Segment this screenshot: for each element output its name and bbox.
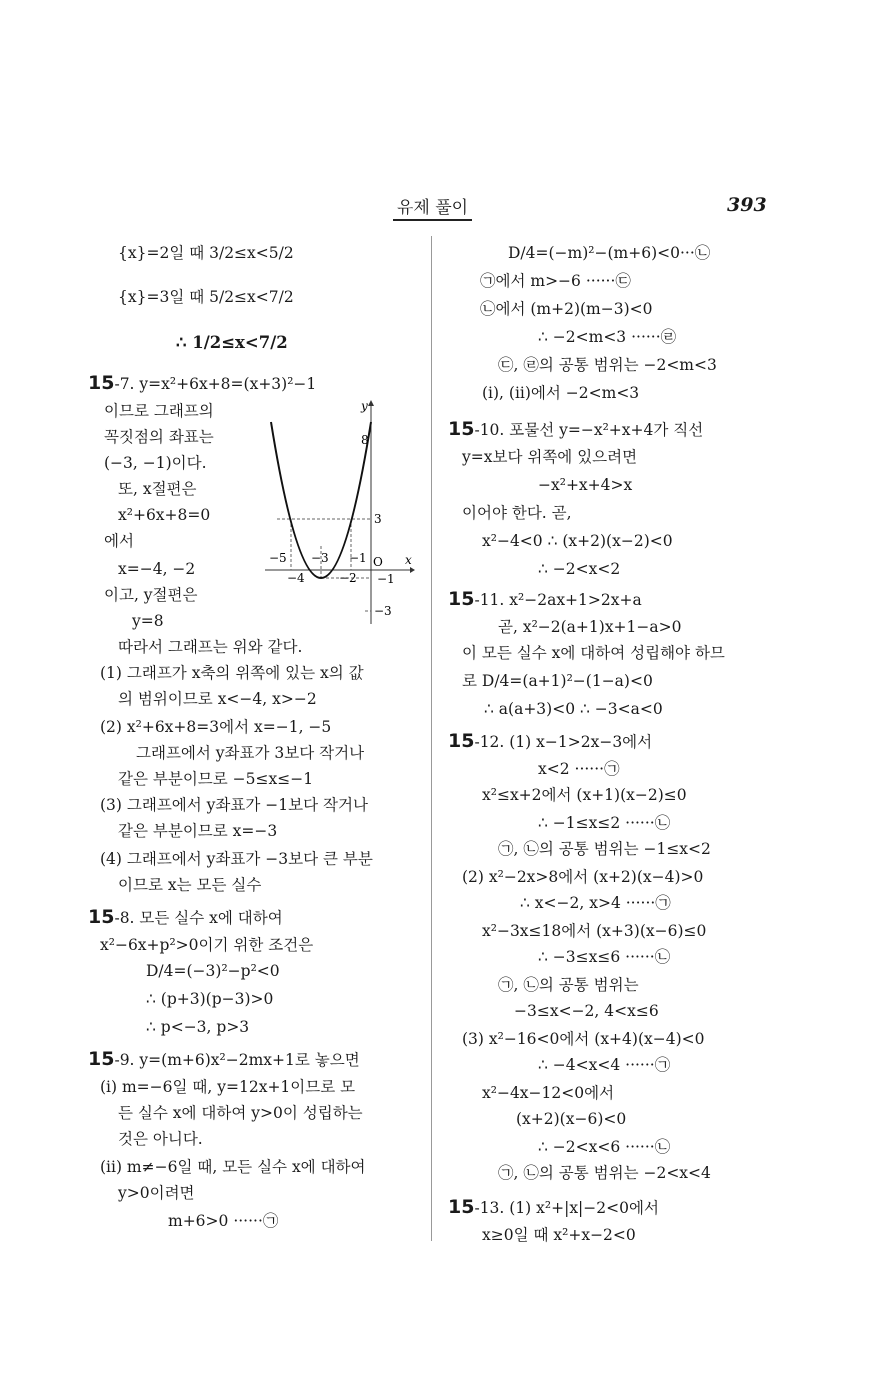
label-xm2: −2 <box>339 571 357 585</box>
text-line <box>88 906 283 929</box>
line-text: -7. y=x²+6x+8=(x+3)²−1 <box>114 375 317 393</box>
text-line <box>104 426 214 448</box>
header-title: 유제 풀이 <box>393 193 472 221</box>
line-text: {x}=2일 때 3/2≤x<5/2 <box>118 244 294 262</box>
text-line <box>146 1016 249 1038</box>
line-text: 따라서 그래프는 위와 같다. <box>118 638 303 656</box>
line-text: 이므로 그래프의 <box>104 402 214 420</box>
text-line <box>132 610 164 632</box>
line-text: 의 범위이므로 x<−4, x>−2 <box>118 690 317 708</box>
line-text: x²≤x+2에서 (x+1)(x−2)≤0 <box>482 786 687 804</box>
label-x-axis: x <box>405 553 412 567</box>
line-text: (2) x²−2x>8에서 (x+2)(x−4)>0 <box>462 868 704 886</box>
line-text: y=x보다 위쪽에 있으려면 <box>462 448 638 466</box>
text-line <box>448 588 642 611</box>
text-line <box>462 670 653 692</box>
line-text: (2) x²+6x+8=3에서 x=−1, −5 <box>100 718 332 736</box>
page-number: 393 <box>727 194 767 216</box>
line-text: x<2 ······㉠ <box>538 760 620 778</box>
text-line <box>104 452 207 474</box>
label-xm4: −4 <box>287 571 305 585</box>
text-line <box>100 1156 366 1178</box>
line-text: ㉠, ㉡의 공통 범위는 −1≤x<2 <box>498 840 711 858</box>
text-line <box>118 1182 195 1204</box>
line-text: ㉠, ㉡의 공통 범위는 <box>498 976 639 994</box>
line-text: x²−6x+p²>0이기 위한 조건은 <box>100 936 314 954</box>
text-line <box>118 558 195 580</box>
text-line <box>104 584 197 606</box>
text-line <box>538 1136 670 1158</box>
problem-number: 15 <box>448 588 475 610</box>
label-y8: 8 <box>361 433 369 447</box>
text-line <box>538 1054 670 1076</box>
line-text: -11. x²−2ax+1>2x+a <box>474 591 642 609</box>
line-text: −x²+x+4>x <box>538 476 633 494</box>
text-line <box>118 688 317 710</box>
text-line <box>538 326 676 348</box>
text-line <box>176 332 288 354</box>
text-line <box>482 1082 614 1104</box>
text-line <box>136 742 364 764</box>
line-text: ∴ −1≤x≤2 ······㉡ <box>538 814 671 832</box>
line-text: ㉠, ㉡의 공통 범위는 −2<x<4 <box>498 1164 711 1182</box>
text-line <box>480 298 653 320</box>
text-line <box>508 242 710 264</box>
text-line <box>498 838 711 860</box>
text-line <box>514 1000 659 1022</box>
line-text: -9. y=(m+6)x²−2mx+1로 놓으면 <box>114 1051 360 1069</box>
text-line <box>484 698 663 720</box>
text-line <box>104 530 134 552</box>
line-text: x²+6x+8=0 <box>118 506 211 524</box>
line-text: m+6>0 ······㉠ <box>168 1212 279 1230</box>
line-text: 이어야 한다. 곧, <box>462 504 572 522</box>
text-line <box>100 934 313 956</box>
line-text: y>0이려면 <box>118 1184 195 1202</box>
text-line <box>448 1196 659 1219</box>
line-text: -13. (1) x²+|x|−2<0에서 <box>474 1199 659 1217</box>
line-text: 이므로 x는 모든 실수 <box>118 876 262 894</box>
line-text: (1) 그래프가 x축의 위쪽에 있는 x의 값 <box>100 664 364 682</box>
y-axis-arrow <box>368 400 374 406</box>
text-line <box>100 1076 355 1098</box>
text-line <box>482 530 673 552</box>
text-line <box>462 642 725 664</box>
line-text: ㉠에서 m>−6 ······㉢ <box>480 272 631 290</box>
text-line <box>118 636 302 658</box>
line-text: {x}=3일 때 5/2≤x<7/2 <box>118 288 294 306</box>
problem-number: 15 <box>448 418 475 440</box>
problem-number: 15 <box>88 906 115 928</box>
problem-number: 15 <box>448 1196 475 1218</box>
column-divider <box>431 236 432 1241</box>
line-text: 로 D/4=(a+1)²−(1−a)<0 <box>462 672 653 690</box>
text-line <box>104 400 214 422</box>
line-text: ∴ 1/2≤x<7/2 <box>176 333 288 352</box>
text-line <box>482 784 687 806</box>
line-text: 에서 <box>104 532 134 550</box>
parabola-graph <box>265 396 415 626</box>
label-ym3: −3 <box>374 604 392 618</box>
text-line <box>118 768 313 790</box>
line-text: x=−4, −2 <box>118 560 196 578</box>
text-line <box>146 960 280 982</box>
line-text: −3≤x<−2, 4<x≤6 <box>514 1002 659 1020</box>
text-line <box>168 1210 278 1232</box>
text-line <box>118 286 294 308</box>
text-line <box>88 372 316 395</box>
label-xm1: −1 <box>349 551 367 565</box>
line-text: 든 실수 x에 대하여 y>0이 성립하는 <box>118 1104 363 1122</box>
line-text: (4) 그래프에서 y좌표가 −3보다 큰 부분 <box>100 850 373 868</box>
text-line <box>118 1102 363 1124</box>
line-text: (ii) m≠−6일 때, 모든 실수 x에 대하여 <box>100 1158 366 1176</box>
line-text: -12. (1) x−1>2x−3에서 <box>474 733 653 751</box>
line-text: -8. 모든 실수 x에 대하여 <box>114 909 283 927</box>
text-line <box>482 1224 636 1246</box>
text-line <box>448 418 703 441</box>
text-line <box>520 892 671 914</box>
line-text: (3) 그래프에서 y좌표가 −1보다 작거나 <box>100 796 368 814</box>
line-text: ㉢, ㉣의 공통 범위는 −2<m<3 <box>498 356 717 374</box>
line-text: -10. 포물선 y=−x²+x+4가 직선 <box>474 421 704 439</box>
line-text: ∴ −2<x<2 <box>538 560 621 578</box>
text-line <box>462 446 637 468</box>
line-text: (x+2)(x−6)<0 <box>516 1110 627 1128</box>
text-line <box>118 1128 203 1150</box>
line-text: 꼭짓점의 좌표는 <box>104 428 214 446</box>
text-line <box>118 504 210 526</box>
text-line <box>498 1162 711 1184</box>
text-line <box>88 1048 360 1071</box>
line-text: 그래프에서 y좌표가 3보다 작거나 <box>136 744 365 762</box>
line-text: 이 모든 실수 x에 대하여 성립해야 하므 <box>462 644 725 662</box>
x-axis-arrow <box>410 567 415 573</box>
line-text: 것은 아니다. <box>118 1130 203 1148</box>
text-line <box>538 758 620 780</box>
text-line <box>482 382 639 404</box>
label-xm3: −3 <box>311 551 329 565</box>
line-text: (3) x²−16<0에서 (x+4)(x−4)<0 <box>462 1030 705 1048</box>
text-line <box>538 558 620 580</box>
text-line <box>100 848 373 870</box>
line-text: D/4=(−m)²−(m+6)<0···㉡ <box>508 244 711 262</box>
label-ym1: −1 <box>377 572 395 586</box>
text-line <box>100 716 331 738</box>
text-line <box>498 354 717 376</box>
text-line <box>538 474 632 496</box>
line-text: x²−4x−12<0에서 <box>482 1084 615 1102</box>
line-text: ∴ a(a+3)<0 ∴ −3<a<0 <box>484 700 663 718</box>
text-line <box>118 242 294 264</box>
text-line <box>146 988 273 1010</box>
text-line <box>480 270 631 292</box>
line-text: ∴ −3≤x≤6 ······㉡ <box>538 948 671 966</box>
line-text: ∴ −4<x<4 ······㉠ <box>538 1056 671 1074</box>
label-xm5: −5 <box>269 551 287 565</box>
line-text: (−3, −1)이다. <box>104 454 207 472</box>
text-line <box>462 866 703 888</box>
line-text: 이고, y절편은 <box>104 586 198 604</box>
line-text: ∴ x<−2, x>4 ······㉠ <box>520 894 671 912</box>
text-line <box>538 946 670 968</box>
line-text: ∴ (p+3)(p−3)>0 <box>146 990 274 1008</box>
problem-number: 15 <box>448 730 475 752</box>
line-text: D/4=(−3)²−p²<0 <box>146 962 280 980</box>
text-line <box>462 502 572 524</box>
text-line <box>462 1028 705 1050</box>
text-line <box>100 794 368 816</box>
label-origin: O <box>373 555 383 569</box>
line-text: x≥0일 때 x²+x−2<0 <box>482 1226 636 1244</box>
text-line <box>498 974 639 996</box>
line-text: 같은 부분이므로 x=−3 <box>118 822 278 840</box>
line-text: x²−3x≤18에서 (x+3)(x−6)≤0 <box>482 922 707 940</box>
label-y3: 3 <box>374 512 382 526</box>
line-text: y=8 <box>132 612 164 630</box>
text-line <box>516 1108 626 1130</box>
text-line <box>118 874 261 896</box>
line-text: x²−4<0 ∴ (x+2)(x−2)<0 <box>482 532 673 550</box>
line-text: 또, x절편은 <box>118 480 197 498</box>
text-line <box>498 616 681 638</box>
line-text: (i), (ii)에서 −2<m<3 <box>482 384 640 402</box>
line-text: (i) m=−6일 때, y=12x+1이므로 모 <box>100 1078 356 1096</box>
problem-number: 15 <box>88 372 115 394</box>
line-text: ∴ −2<x<6 ······㉡ <box>538 1138 671 1156</box>
text-line <box>538 812 670 834</box>
line-text: ∴ −2<m<3 ······㉣ <box>538 328 677 346</box>
line-text: ㉡에서 (m+2)(m−3)<0 <box>480 300 653 318</box>
label-y-axis: y <box>361 399 368 413</box>
line-text: ∴ p<−3, p>3 <box>146 1018 250 1036</box>
text-line <box>448 730 652 753</box>
line-text: 같은 부분이므로 −5≤x≤−1 <box>118 770 314 788</box>
text-line <box>482 920 706 942</box>
problem-number: 15 <box>88 1048 115 1070</box>
text-line <box>118 820 277 842</box>
line-text: 곧, x²−2(a+1)x+1−a>0 <box>498 618 682 636</box>
text-line <box>118 478 197 500</box>
text-line <box>100 662 364 684</box>
